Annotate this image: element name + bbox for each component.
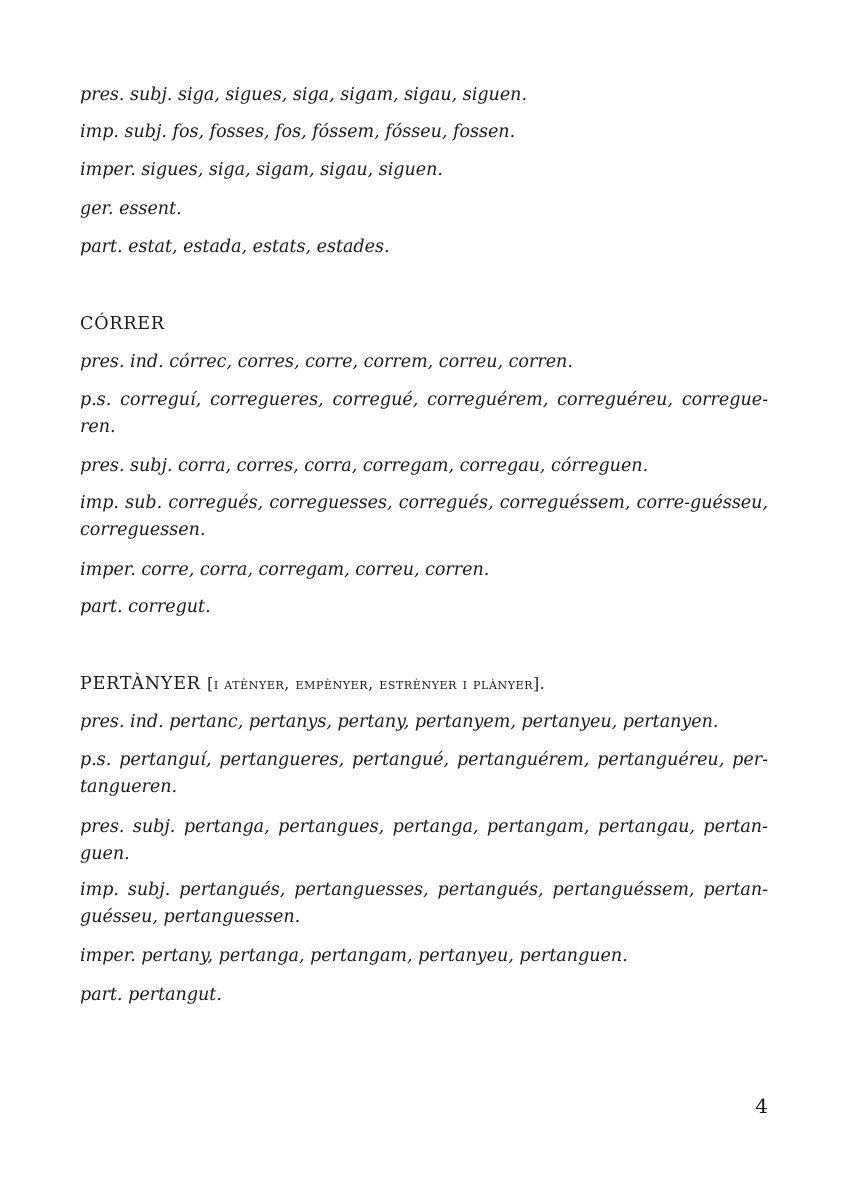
conjugation-line: part. pertangut. bbox=[80, 985, 222, 1005]
document-page bbox=[80, 0, 768, 1200]
conjugation-line: part. estat, estada, estats, estades. bbox=[80, 237, 390, 257]
verb-heading: CÓRRER bbox=[80, 314, 165, 334]
conjugation-line: pres. ind. pertanc, pertanys, pertany, pertanyem, pertanyeu, pertanyen. bbox=[80, 712, 719, 732]
conjugation-line: imp. subj. fos, fosses, fos, fóssem, fósseu, fossen. bbox=[80, 122, 516, 142]
page-number: 4 bbox=[755, 1094, 768, 1118]
conjugation-line: imper. pertany, pertanga, pertangam, pertanyeu, pertanguen. bbox=[80, 946, 628, 966]
conjugation-line: imp. subj. pertangués, pertanguesses, pertangués, pertanguéssem, pertan-guésseu, pertanguessen. bbox=[80, 880, 768, 927]
conjugation-line: ger. essent. bbox=[80, 199, 182, 219]
verb-heading-title: PERTÀNYER bbox=[80, 674, 201, 694]
conjugation-line: pres. ind. córrec, corres, corre, correm, correu, corren. bbox=[80, 352, 573, 372]
conjugation-line: part. corregut. bbox=[80, 597, 211, 617]
conjugation-line: imper. corre, corra, corregam, correu, corren. bbox=[80, 560, 490, 580]
conjugation-line: imper. sigues, siga, sigam, sigau, siguen. bbox=[80, 160, 443, 180]
conjugation-line: p.s. pertanguí, pertangueres, pertangué, pertanguérem, pertanguéreu, per-tangueren. bbox=[80, 750, 768, 797]
verb-heading bbox=[80, 671, 545, 698]
conjugation-line: imp. sub. corregués, correguesses, corregués, correguéssem, corre-guésseu, correguessen. bbox=[80, 493, 768, 540]
conjugation-line: pres. subj. corra, corres, corra, corregam, corregau, córreguen. bbox=[80, 456, 649, 476]
conjugation-line: pres. subj. pertanga, pertangues, pertanga, pertangam, pertangau, pertan-guen. bbox=[80, 817, 768, 864]
conjugation-line: p.s. correguí, corregueres, corregué, correguérem, correguéreu, corregue-ren. bbox=[80, 390, 768, 437]
conjugation-line: pres. subj. siga, sigues, siga, sigam, sigau, siguen. bbox=[80, 85, 528, 105]
verb-heading-note: [i atènyer, empènyer, estrènyer i plànyer]. bbox=[207, 675, 546, 693]
